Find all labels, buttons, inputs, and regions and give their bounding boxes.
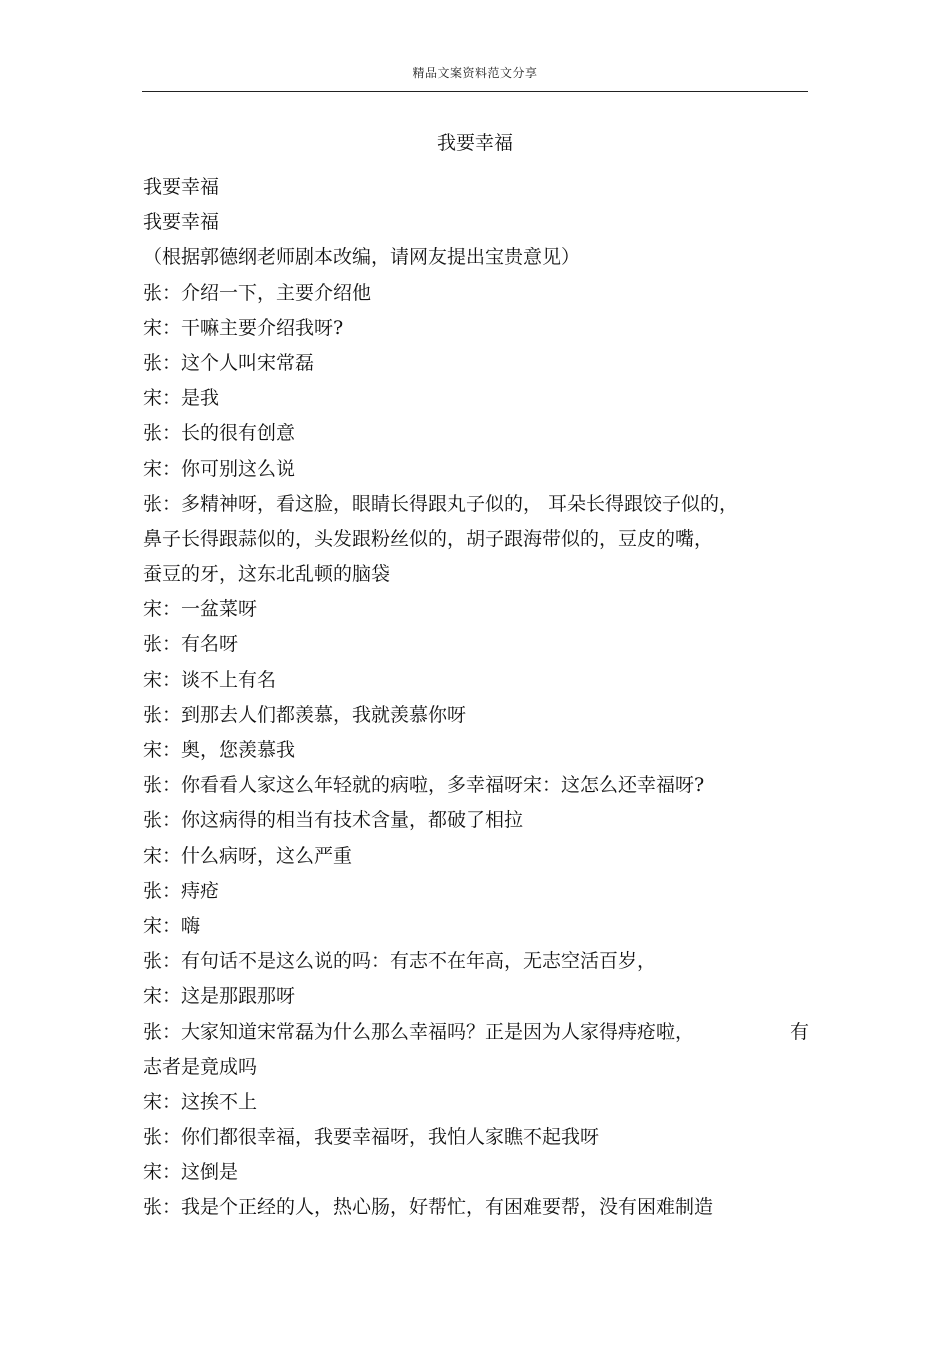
split-line-right: 有 — [789, 1020, 809, 1043]
dialogue-line: 张：这个人叫宋常磊 — [143, 351, 315, 374]
dialogue-line: 宋：干嘛主要介绍我呀? — [143, 316, 344, 339]
dialogue-line: 张：多精神呀，看这脸，眼睛长得跟丸子似的， 耳朵长得跟饺子似的， — [143, 492, 739, 515]
dialogue-line: 张：到那去人们都羡慕，我就羡慕你呀 — [143, 703, 467, 726]
dialogue-line: 宋：这挨不上 — [143, 1090, 258, 1113]
document-title: 我要幸福 — [436, 132, 513, 154]
dialogue-line: 宋：什么病呀，这么严重 — [143, 844, 353, 867]
dialogue-line: 张：介绍一下，主要介绍他 — [143, 281, 372, 304]
dialogue-line: 张：长的很有创意 — [143, 422, 296, 445]
dialogue-line: 张：你看看人家这么年轻就的病啦，多幸福呀宋：这怎么还幸福呀? — [143, 774, 705, 797]
dialogue-line-split — [143, 1015, 809, 1050]
dialogue-line: 蚕豆的牙，这东北乱顿的脑袋 — [143, 563, 391, 586]
dialogue-line: 宋：这是那跟那呀 — [143, 985, 296, 1008]
text-line: 我要幸福 — [143, 211, 220, 234]
script-body — [143, 170, 809, 1226]
dialogue-line: 志者是竟成吗 — [143, 1055, 258, 1078]
dialogue-line: 张：有句话不是这么说的吗：有志不在年高，无志空活百岁， — [143, 950, 657, 973]
dialogue-line: 鼻子长得跟蒜似的，头发跟粉丝似的，胡子跟海带似的，豆皮的嘴， — [143, 527, 714, 550]
dialogue-line: 宋：是我 — [143, 387, 220, 410]
dialogue-line: 宋：你可别这么说 — [143, 457, 296, 480]
dialogue-line: 张：我是个正经的人，热心肠，好帮忙，有困难要帮，没有困难制造 — [143, 1196, 714, 1219]
split-line-left: 张：大家知道宋常磊为什么那么幸福吗？正是因为人家得痔疮啦， — [143, 1020, 695, 1043]
dialogue-line: 宋：这倒是 — [143, 1161, 239, 1184]
dialogue-line: 宋：谈不上有名 — [143, 668, 277, 691]
page-header: 精品文案资料范文分享 — [412, 66, 538, 80]
dialogue-line: 张：痔疮 — [143, 879, 220, 902]
dialogue-line: 宋：嗨 — [143, 914, 201, 937]
dialogue-line: 张：你这病得的相当有技术含量，都破了相拉 — [143, 809, 524, 832]
text-line: （根据郭德纲老师剧本改编，请网友提出宝贵意见） — [143, 246, 581, 269]
text-line: 我要幸福 — [143, 176, 220, 198]
dialogue-line: 宋：一盆菜呀 — [143, 598, 258, 621]
dialogue-line: 张：有名呀 — [143, 633, 239, 656]
header-rule — [142, 91, 808, 92]
dialogue-line: 宋：奥，您羡慕我 — [143, 739, 296, 761]
dialogue-line: 张：你们都很幸福，我要幸福呀，我怕人家瞧不起我呀 — [143, 1126, 600, 1149]
